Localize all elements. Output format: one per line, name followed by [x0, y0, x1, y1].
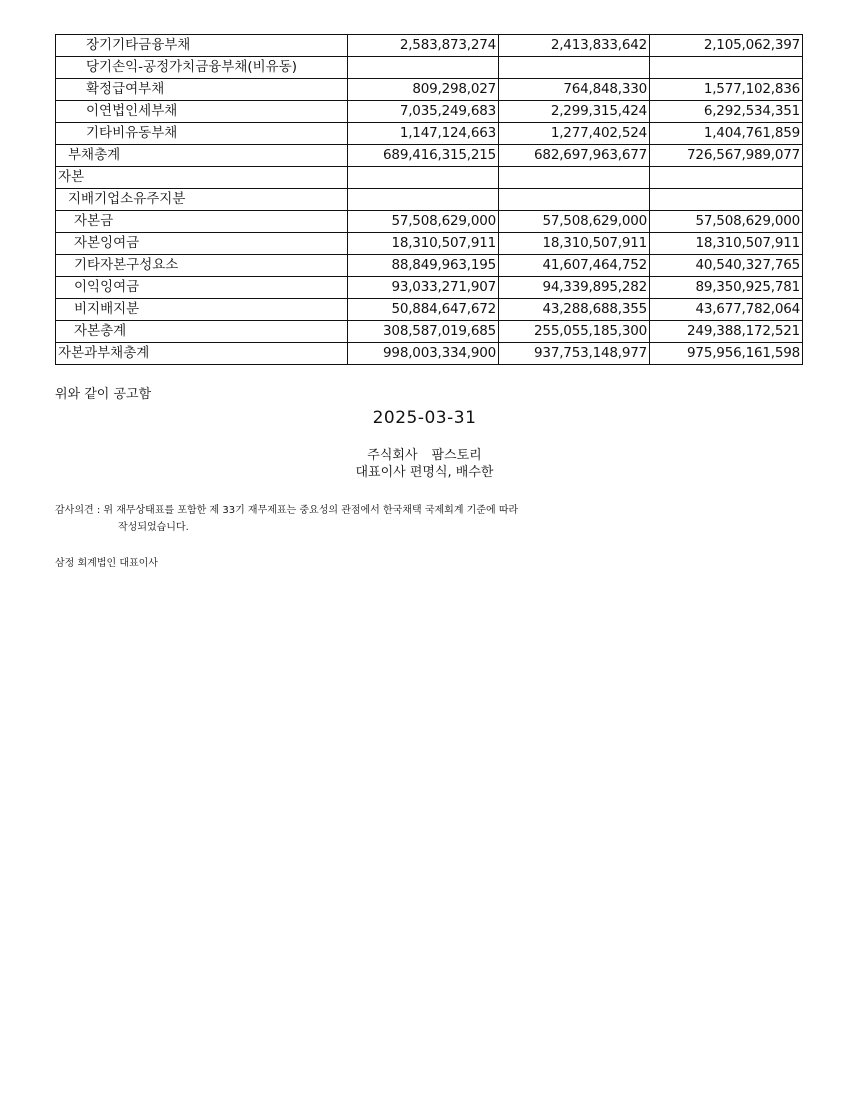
- row-value: 50,884,647,672: [348, 299, 499, 321]
- row-value: 7,035,249,683: [348, 101, 499, 123]
- row-value: 41,607,464,752: [499, 255, 650, 277]
- row-label: 자본잉여금: [56, 233, 348, 255]
- table-row: [56, 35, 803, 57]
- row-value: 43,677,782,064: [650, 299, 803, 321]
- row-label: 이연법인세부채: [56, 101, 348, 123]
- row-label: 지배기업소유주지분: [56, 189, 348, 211]
- row-value: [348, 57, 499, 79]
- row-label: 기타자본구성요소: [56, 255, 348, 277]
- balance-sheet-table: [55, 34, 803, 365]
- row-value: 89,350,925,781: [650, 277, 803, 299]
- row-value: 88,849,963,195: [348, 255, 499, 277]
- table-row: [56, 211, 803, 233]
- row-label: 자본과부채총계: [56, 343, 348, 365]
- row-value: 2,583,873,274: [348, 35, 499, 57]
- audit-opinion-line-2: 작성되었습니다.: [118, 522, 189, 533]
- table-row: [56, 343, 803, 365]
- row-value: 40,540,327,765: [650, 255, 803, 277]
- row-value: [499, 189, 650, 211]
- audit-opinion-line-1: 감사의견 : 위 재무상태표를 포함한 제 33기 재무제표는 중요성의 관점에서 한국채택 국제회계 기준에 따라: [55, 505, 519, 516]
- table-row: [56, 233, 803, 255]
- table-row: [56, 101, 803, 123]
- row-value: 249,388,172,521: [650, 321, 803, 343]
- row-value: 975,956,161,598: [650, 343, 803, 365]
- company-prefix: 주식회사: [367, 448, 418, 463]
- row-value: 809,298,027: [348, 79, 499, 101]
- row-value: 2,413,833,642: [499, 35, 650, 57]
- row-label: 비지배지분: [56, 299, 348, 321]
- table-row: [56, 145, 803, 167]
- company-name: 팜스토리: [431, 448, 482, 463]
- row-value: 2,105,062,397: [650, 35, 803, 57]
- row-value: [348, 167, 499, 189]
- row-value: 689,416,315,215: [348, 145, 499, 167]
- row-value: 1,404,761,859: [650, 123, 803, 145]
- company-name-line: [0, 447, 849, 464]
- row-value: 682,697,963,677: [499, 145, 650, 167]
- row-value: [650, 189, 803, 211]
- row-label: 자본총계: [56, 321, 348, 343]
- table-row: [56, 79, 803, 101]
- row-label: 부채총계: [56, 145, 348, 167]
- row-value: [499, 167, 650, 189]
- row-value: 93,033,271,907: [348, 277, 499, 299]
- row-value: 57,508,629,000: [499, 211, 650, 233]
- row-value: [650, 57, 803, 79]
- audit-opinion: [55, 502, 755, 536]
- row-value: [650, 167, 803, 189]
- row-value: 94,339,895,282: [499, 277, 650, 299]
- row-value: 6,292,534,351: [650, 101, 803, 123]
- row-value: [348, 189, 499, 211]
- ceo-line: 대표이사 편명식, 배수한: [355, 465, 494, 480]
- row-value: 1,147,124,663: [348, 123, 499, 145]
- row-value: 57,508,629,000: [650, 211, 803, 233]
- announcement-date: 2025-03-31: [372, 408, 477, 428]
- row-label: 기타비유동부채: [56, 123, 348, 145]
- row-value: [499, 57, 650, 79]
- row-value: 18,310,507,911: [650, 233, 803, 255]
- table-row: [56, 299, 803, 321]
- table-row: [56, 189, 803, 211]
- notice-text: 위와 같이 공고함: [55, 387, 152, 402]
- row-label: 자본금: [56, 211, 348, 233]
- row-label: 이익잉여금: [56, 277, 348, 299]
- row-label: 당기손익-공정가치금융부채(비유동): [56, 57, 348, 79]
- row-value: 43,288,688,355: [499, 299, 650, 321]
- row-value: 308,587,019,685: [348, 321, 499, 343]
- row-value: 1,577,102,836: [650, 79, 803, 101]
- table-row: [56, 255, 803, 277]
- company-block: [0, 447, 849, 481]
- row-value: 18,310,507,911: [499, 233, 650, 255]
- row-value: 1,277,402,524: [499, 123, 650, 145]
- row-value: 57,508,629,000: [348, 211, 499, 233]
- row-label: 장기기타금융부채: [56, 35, 348, 57]
- table-row: [56, 167, 803, 189]
- row-label: 확정급여부채: [56, 79, 348, 101]
- row-value: 937,753,148,977: [499, 343, 650, 365]
- table-row: [56, 57, 803, 79]
- table-row: [56, 123, 803, 145]
- row-label: 자본: [56, 167, 348, 189]
- auditor-signature: 삼정 회계법인 대표이사: [55, 558, 158, 569]
- row-value: 726,567,989,077: [650, 145, 803, 167]
- table-row: [56, 277, 803, 299]
- row-value: 2,299,315,424: [499, 101, 650, 123]
- balance-sheet-body: [56, 35, 803, 365]
- row-value: 18,310,507,911: [348, 233, 499, 255]
- row-value: 764,848,330: [499, 79, 650, 101]
- table-row: [56, 321, 803, 343]
- row-value: 998,003,334,900: [348, 343, 499, 365]
- row-value: 255,055,185,300: [499, 321, 650, 343]
